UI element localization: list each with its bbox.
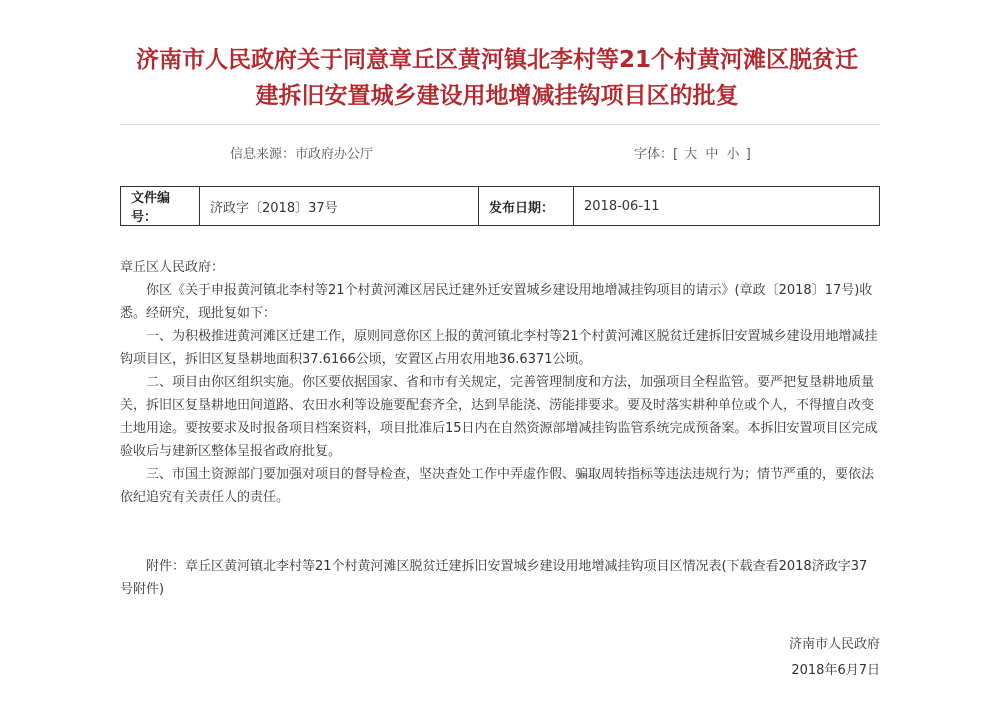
doc-number-label: 文件编号： xyxy=(121,187,200,226)
attachment-link[interactable]: 附件：章丘区黄河镇北李村等21个村黄河滩区脱贫迁建拆旧安置城乡建设用地增减挂钩项目区情况表(下载查看2018济政字37号附件) xyxy=(120,559,868,597)
signature-date: 2018年6月7日 xyxy=(791,663,880,678)
title-divider xyxy=(120,124,880,125)
paragraph-3: 二、项目由你区组织实施。你区要依据国家、省和市有关规定，完善管理制度和方法，加强项目全程监管。要严把复垦耕地质量关，拆旧区复垦耕地田间道路、农田水利等设施要配套齐全，达到旱能浇、涝能排要求。要及时落实耕种单位或个人，不得擅自改变土地用途。要按要求及时报备项目档案资料，项目批准后15日内在自然资源部增减挂钩监管系统完成预备案。本拆旧安置项目区完成验收后与建新区整体呈报省政府批复。 xyxy=(120,375,878,459)
document-info-table xyxy=(120,186,880,226)
page-title xyxy=(110,42,884,114)
font-size-close-bracket: ] xyxy=(745,147,751,162)
salutation: 章丘区人民政府： xyxy=(120,260,225,275)
paragraph-4: 三、市国土资源部门要加强对项目的督导检查，坚决查处工作中弄虚作假、骗取周转指标等违法违规行为；情节严重的，要依法依纪追究有关责任人的责任。 xyxy=(120,467,875,505)
document-info-row xyxy=(121,187,880,226)
publish-date-value: 2018-06-11 xyxy=(574,187,880,226)
publish-date-label: 发布日期： xyxy=(479,187,574,226)
info-source: 信息来源：市政府办公厅 xyxy=(230,147,374,162)
font-size-label: 字体：[ xyxy=(634,147,679,162)
paragraph-2: 一、为积极推进黄河滩区迁建工作，原则同意你区上报的黄河镇北李村等21个村黄河滩区脱贫迁建拆旧安置城乡建设用地增减挂钩项目区，拆旧区复垦耕地面积37.6166公顷，安置区占用农用地36.6371公顷。 xyxy=(120,329,878,367)
page-title-line-1: 济南市人民政府关于同意章丘区黄河镇北李村等21个村黄河滩区脱贫迁 xyxy=(135,47,858,73)
document-body xyxy=(120,256,880,601)
font-size-large-link[interactable]: 大 xyxy=(684,147,698,162)
font-size-small-link[interactable]: 小 xyxy=(726,147,740,162)
page-title-line-2: 建拆旧安置城乡建设用地增减挂钩项目区的批复 xyxy=(255,83,739,109)
paragraph-1: 你区《关于申报黄河镇北李村等21个村黄河滩区居民迁建外迁安置城乡建设用地增减挂钩项目的请示》(章政〔2018〕17号)收悉。经研究，现批复如下： xyxy=(120,283,873,321)
signature-org: 济南市人民政府 xyxy=(788,637,880,652)
font-size-medium-link[interactable]: 中 xyxy=(705,147,719,162)
font-size-selector xyxy=(634,143,751,162)
spacer xyxy=(120,509,880,555)
doc-number-value: 济政字〔2018〕37号 xyxy=(200,187,479,226)
